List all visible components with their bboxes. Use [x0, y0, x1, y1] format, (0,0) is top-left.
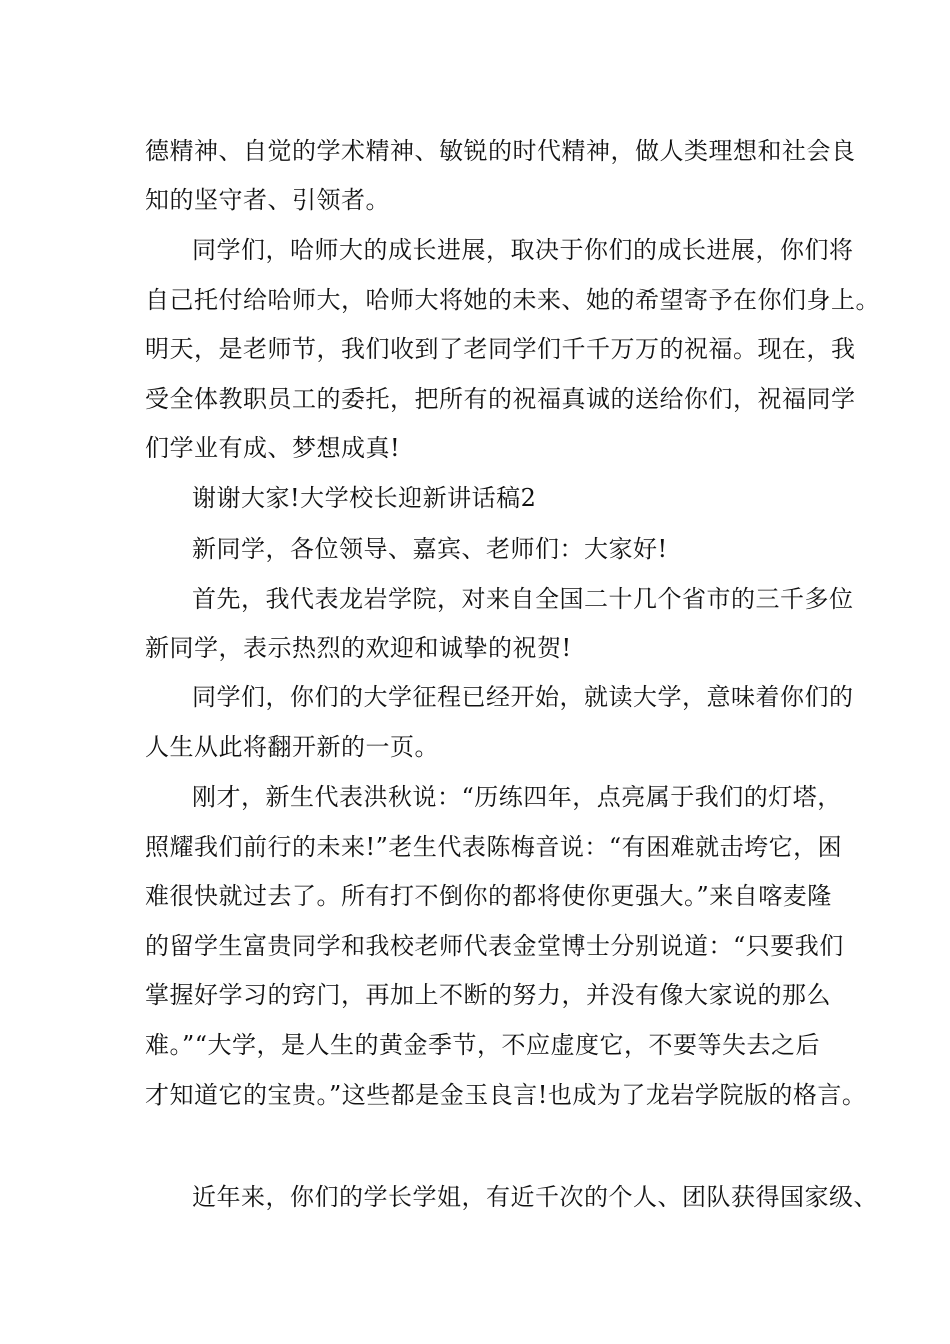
text-line: 同学们，你们的大学征程已经开始，就读大学，意味着你们的: [192, 683, 854, 711]
text-line: 新同学，各位领导、嘉宾、老师们：大家好!: [192, 535, 668, 563]
text-line: 受全体教职员工的委托，把所有的祝福真诚的送给你们，祝福同学: [145, 385, 856, 413]
text-line: 知的坚守者、引领者。: [145, 186, 390, 214]
text-line: 的留学生富贵同学和我校老师代表金堂博士分别说道：“只要我们: [145, 932, 844, 960]
text-line: 才知道它的宝贵。”这些都是金玉良言!也成为了龙岩学院版的格言。: [145, 1081, 867, 1109]
section-heading: 谢谢大家!大学校长迎新讲话稿2: [192, 484, 537, 512]
text-line: 新同学，表示热烈的欢迎和诚挚的祝贺!: [145, 634, 572, 662]
text-line: 同学们，哈师大的成长进展，取决于你们的成长进展，你们将: [192, 236, 854, 264]
text-line: 照耀我们前行的未来!”老生代表陈梅音说：“有困难就击垮它，困: [145, 833, 843, 861]
text-line: 自己托付给哈师大，哈师大将她的未来、她的希望寄予在你们身上。: [145, 286, 880, 314]
text-line: 难。”“大学，是人生的黄金季节，不应虚度它，不要等失去之后: [145, 1031, 821, 1059]
text-line: 近年来，你们的学长学姐，有近千次的个人、团队获得国家级、: [192, 1183, 878, 1211]
text-line: 明天，是老师节，我们收到了老同学们千千万万的祝福。现在，我: [145, 335, 856, 363]
text-line: 们学业有成、梦想成真!: [145, 434, 401, 462]
text-line: 刚才，新生代表洪秋说：“历练四年，点亮属于我们的灯塔，: [192, 783, 842, 811]
text-line: 难很快就过去了。所有打不倒你的都将使你更强大。”来自喀麦隆: [145, 882, 832, 910]
text-line: 掌握好学习的窍门，再加上不断的努力，并没有像大家说的那么: [145, 981, 831, 1009]
text-line: 首先，我代表龙岩学院，对来自全国二十几个省市的三千多位: [192, 585, 854, 613]
text-line: 德精神、自觉的学术精神、敏锐的时代精神，做人类理想和社会良: [145, 137, 856, 165]
text-line: 人生从此将翻开新的一页。: [145, 733, 439, 761]
